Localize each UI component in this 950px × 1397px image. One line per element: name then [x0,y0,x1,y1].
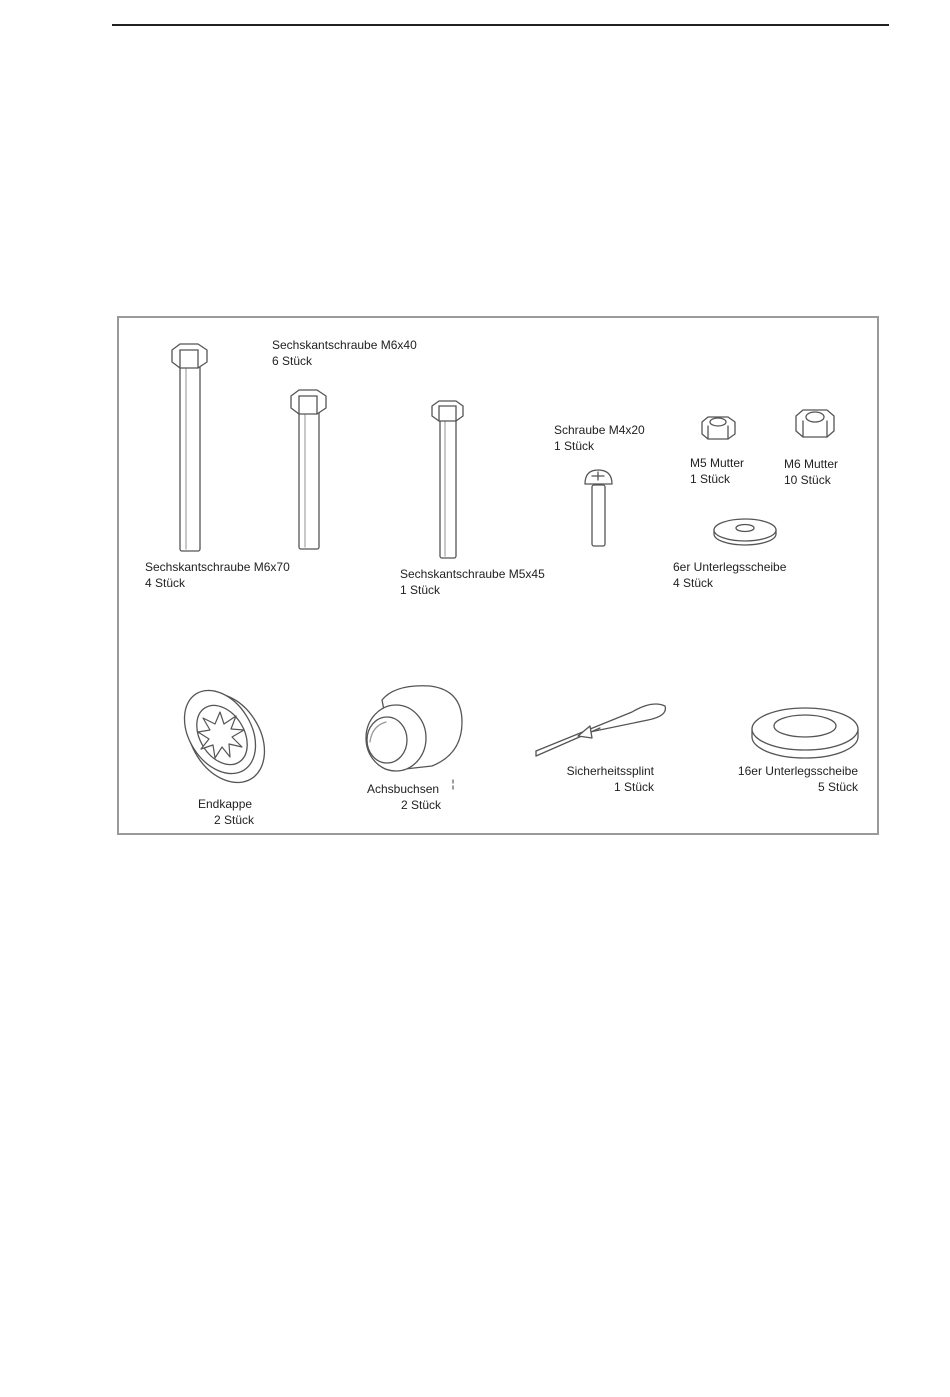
part-name: Sechskantschraube M6x40 [272,338,417,352]
label-hex-bolt-m6x40 [272,337,417,369]
part-qty: 1 Stück [613,780,654,794]
part-qty: 4 Stück [145,576,186,590]
hex-bolt-m6x70-icon [172,344,207,551]
hex-bolt-m6x40-icon [291,390,326,549]
label-washer-6 [673,559,786,591]
part-name: M6 Mutter [784,457,839,471]
part-name: Sechskantschraube M6x70 [145,560,290,574]
label-axle-bushing [367,781,441,813]
part-qty: 1 Stück [554,439,595,453]
part-name: 16er Unterlegsscheibe [737,764,858,778]
part-name: Sicherheitssplint [566,764,654,778]
part-qty: 1 Stück [690,472,731,486]
label-nut-m6 [784,456,838,488]
label-washer-16 [735,763,858,795]
part-qty: 4 Stück [673,576,714,590]
part-name: M5 Mutter [690,456,745,470]
nut-m5-icon [702,417,735,439]
label-nut-m5 [690,455,744,487]
part-qty: 1 Stück [400,583,441,597]
washer-6-icon [714,519,776,545]
part-name: Schraube M4x20 [554,423,645,437]
part-qty: 2 Stück [213,813,254,827]
part-qty: 6 Stück [272,354,313,368]
part-name: 6er Unterlegsscheibe [673,560,787,574]
label-screw-m4x20 [554,422,645,454]
axle-bushing-icon [366,686,462,771]
screw-m4x20-icon [585,470,612,546]
part-qty: 5 Stück [817,780,858,794]
part-qty: 2 Stück [400,798,441,812]
part-name: Endkappe [198,797,253,811]
part-name: Sechskantschraube M5x45 [400,567,545,581]
hex-bolt-m5x45-icon [432,401,463,558]
part-name: Achsbuchsen [367,782,440,796]
part-qty: 10 Stück [784,473,831,487]
washer-16-icon [752,708,858,758]
label-safety-pin [562,763,654,795]
label-end-cap [198,796,254,828]
end-cap-icon [170,677,280,796]
nut-m6-icon [796,410,834,437]
label-hex-bolt-m5x45 [400,566,545,598]
safety-pin-icon [536,704,665,756]
label-hex-bolt-m6x70 [145,559,290,591]
